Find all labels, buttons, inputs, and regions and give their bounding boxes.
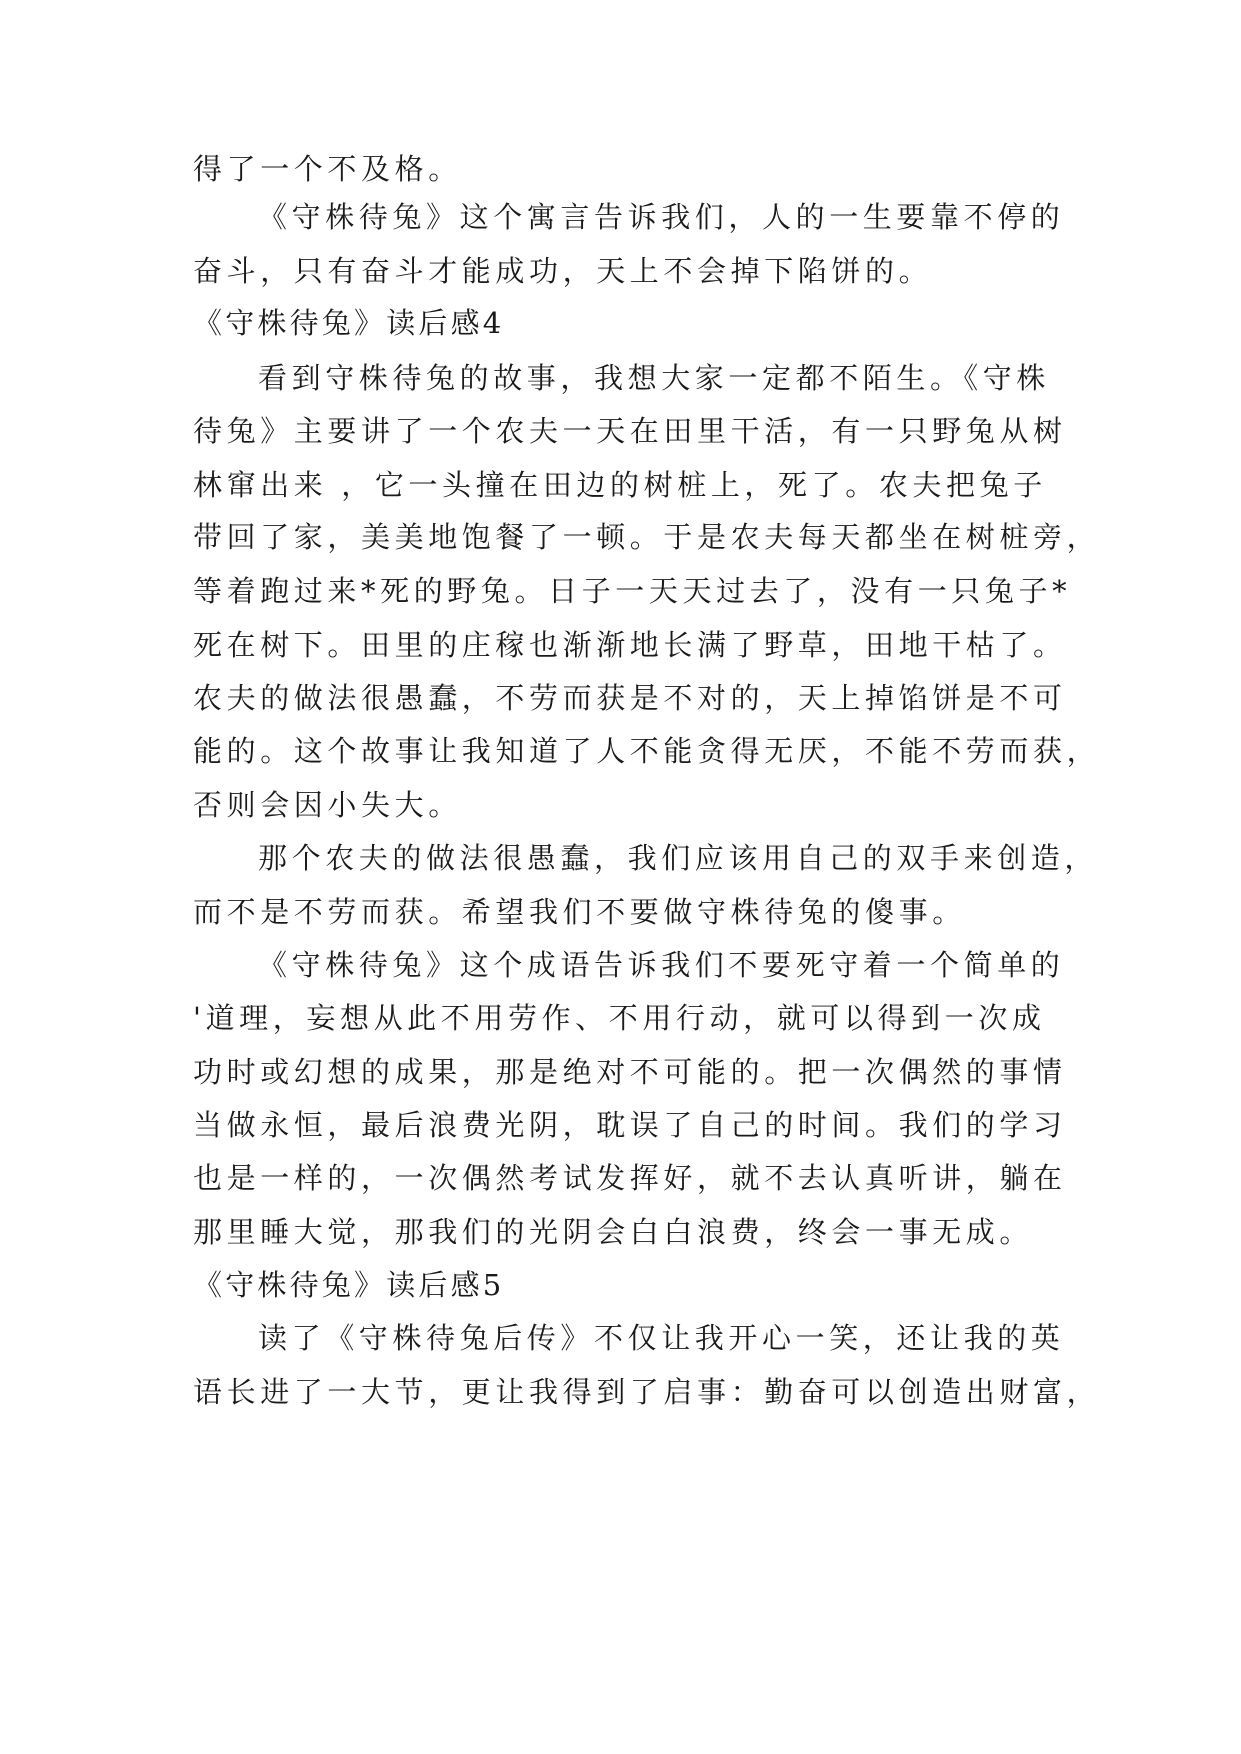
- paragraph-line: 带回了家，美美地饱餐了一顿。于是农夫每天都坐在树桩旁，: [193, 520, 1101, 554]
- paragraph-line: 也是一样的，一次偶然考试发挥好，就不去认真听讲，躺在: [193, 1161, 1067, 1195]
- paragraph-line: 等着跑过来*死的野兔。日子一天天过去了，没有一只兔子*: [193, 574, 1072, 608]
- paragraph-line: 《守株待兔》这个成语告诉我们不要死守着一个简单的: [258, 948, 1065, 982]
- paragraph-line: 能的。这个故事让我知道了人不能贪得无厌，不能不劳而获，: [193, 734, 1101, 768]
- section-heading: 《守株待兔》读后感4: [193, 306, 505, 340]
- paragraph-line: 当做永恒，最后浪费光阴，耽误了自己的时间。我们的学习: [193, 1108, 1067, 1142]
- section-heading: 《守株待兔》读后感5: [193, 1268, 505, 1302]
- paragraph-line: 待兔》主要讲了一个农夫一天在田里干活，有一只野兔从树: [193, 414, 1067, 448]
- paragraph-line: 得了一个不及格。: [193, 152, 462, 186]
- paragraph-line: 语长进了一大节，更让我得到了启事：勤奋可以创造出财富，: [193, 1375, 1101, 1409]
- paragraph-line: 看到守株待兔的故事，我想大家一定都不陌生。《守株: [258, 361, 1050, 395]
- paragraph-line: 否则会因小失大。: [193, 788, 462, 822]
- paragraph-line: 那里睡大觉，那我们的光阴会白白浪费，终会一事无成。: [193, 1215, 1034, 1249]
- paragraph-line: 死在树下。田里的庄稼也渐渐地长满了野草，田地干枯了。: [193, 628, 1067, 662]
- paragraph-line: 奋斗，只有奋斗才能成功，天上不会掉下陷饼的。: [193, 254, 933, 288]
- paragraph-line: 而不是不劳而获。希望我们不要做守株待兔的傻事。: [193, 895, 966, 929]
- paragraph-line: 《守株待兔》这个寓言告诉我们，人的一生要靠不停的: [258, 200, 1065, 234]
- paragraph-line: 农夫的做法很愚蠢，不劳而获是不对的，天上掉馅饼是不可: [193, 681, 1067, 715]
- paragraph-line: 读了《守株待兔后传》不仅让我开心一笑，还让我的英: [258, 1321, 1065, 1355]
- paragraph-line: 功时或幻想的成果，那是绝对不可能的。把一次偶然的事情: [193, 1055, 1067, 1089]
- paragraph-line: 那个农夫的做法很愚蠢，我们应该用自己的双手来创造，: [258, 841, 1099, 875]
- paragraph-line: 林窜出来 ，它一头撞在田边的树桩上，死了。农夫把兔子: [193, 468, 1047, 502]
- paragraph-line: '道理，妄想从此不用劳作、不用行动，就可以得到一次成: [193, 1001, 1046, 1035]
